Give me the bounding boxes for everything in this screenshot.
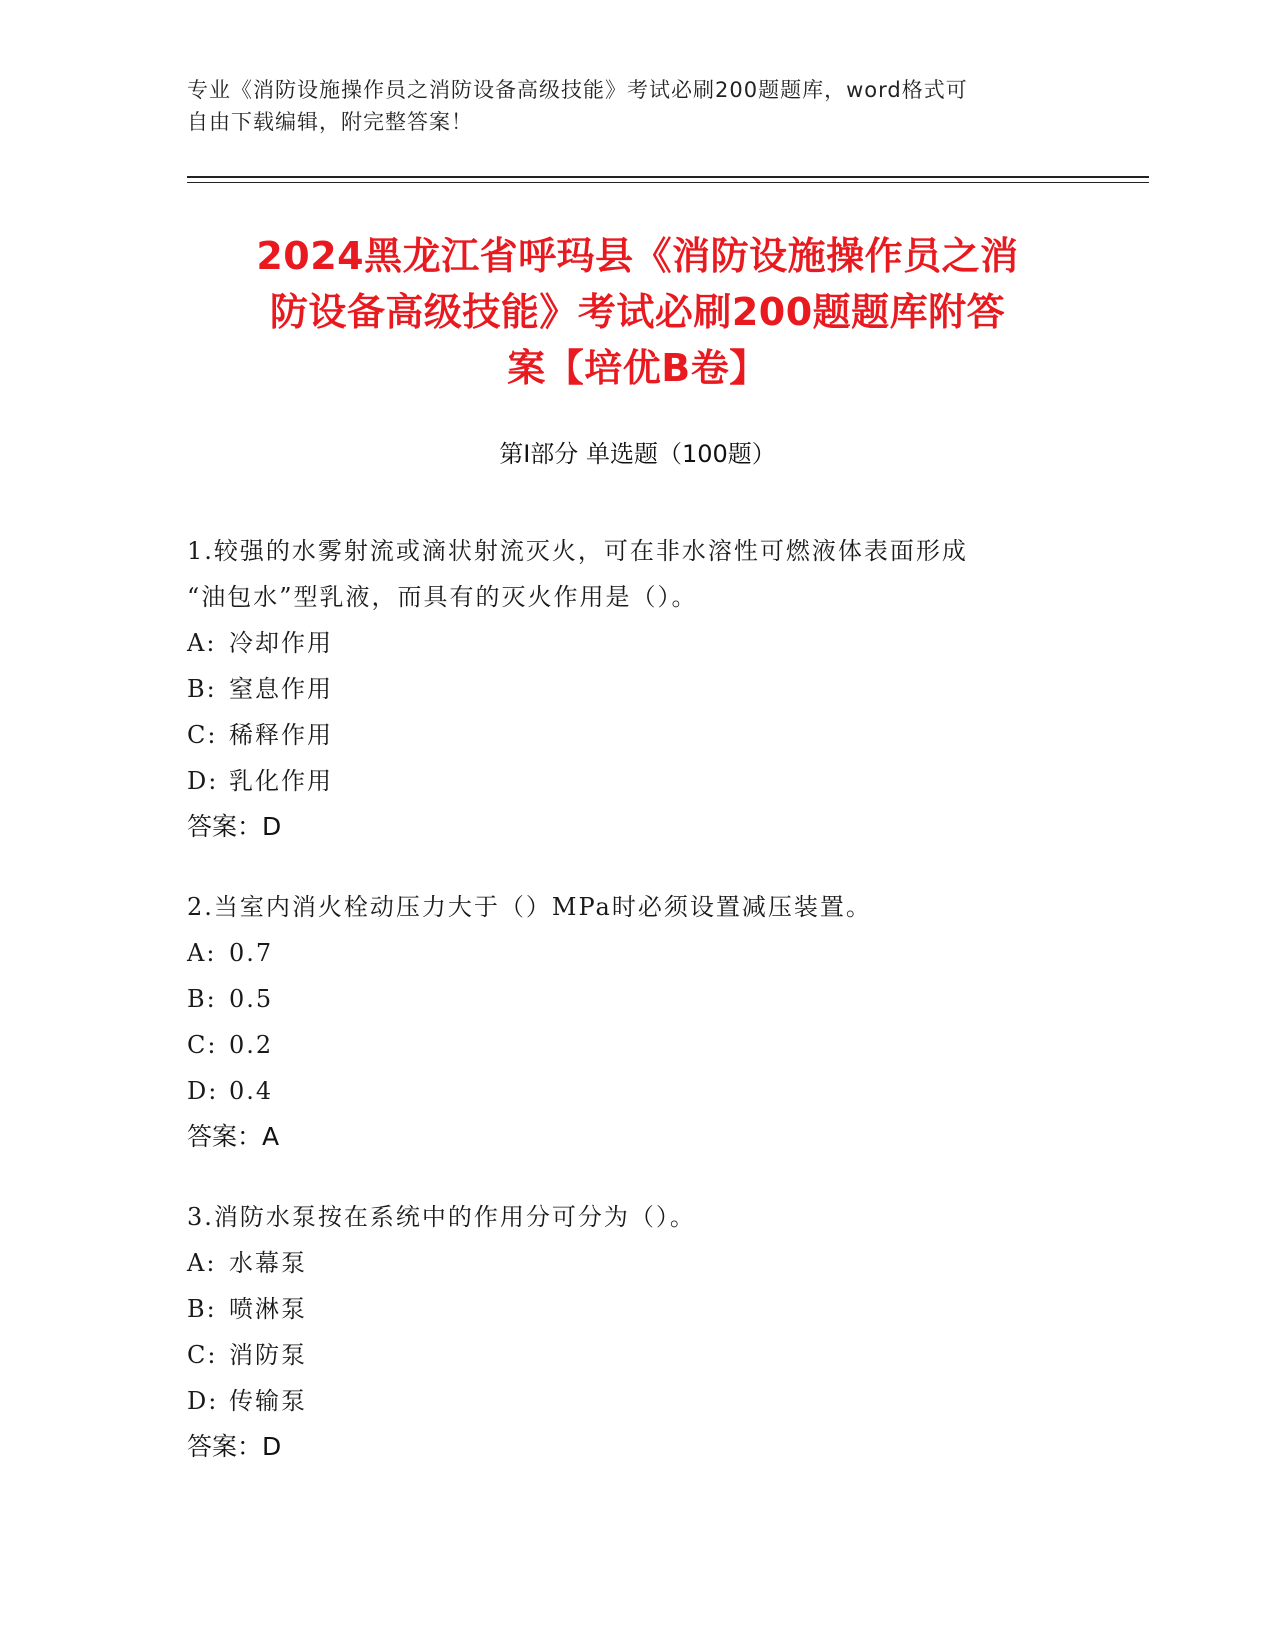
option-a bbox=[187, 620, 1087, 666]
answer: 答案：A bbox=[187, 1122, 280, 1151]
option-a bbox=[187, 930, 1087, 976]
option-letter: B: bbox=[187, 675, 217, 703]
option-text: 0.4 bbox=[229, 1077, 274, 1105]
option-letter: A: bbox=[187, 939, 217, 967]
header-divider-thin bbox=[187, 182, 1149, 183]
question-3 bbox=[187, 1194, 1087, 1470]
option-b bbox=[187, 1286, 1087, 1332]
header-note bbox=[187, 74, 1067, 138]
question-2 bbox=[187, 884, 1087, 1160]
option-d bbox=[187, 758, 1087, 804]
question-text-line: 3.消防水泵按在系统中的作用分可分为（）。 bbox=[187, 1203, 696, 1231]
document-title-line-2: 防设备高级技能》考试必刷200题题库附答 bbox=[269, 290, 1006, 334]
question-text-line: 2.当室内消火栓动压力大于（）MPa时必须设置减压装置。 bbox=[187, 893, 872, 921]
option-text: 传输泵 bbox=[229, 1387, 307, 1415]
question-list bbox=[187, 528, 1087, 1504]
option-letter: D: bbox=[187, 1077, 219, 1105]
answer: 答案：D bbox=[187, 812, 282, 841]
option-text: 0.5 bbox=[229, 985, 274, 1013]
document-title bbox=[150, 228, 1125, 396]
option-letter: B: bbox=[187, 1295, 217, 1323]
option-text: 窒息作用 bbox=[229, 675, 333, 703]
option-letter: C: bbox=[187, 1031, 218, 1059]
option-text: 0.2 bbox=[229, 1031, 274, 1059]
header-note-line-2: 自由下载编辑，附完整答案！ bbox=[187, 110, 473, 134]
option-letter: D: bbox=[187, 1387, 219, 1415]
section-title: 第Ⅰ部分 单选题（100题） bbox=[499, 440, 776, 468]
option-d bbox=[187, 1068, 1087, 1114]
option-c bbox=[187, 712, 1087, 758]
question-text-line: “油包水”型乳液，而具有的灭火作用是（）。 bbox=[187, 583, 698, 611]
option-letter: C: bbox=[187, 1341, 218, 1369]
option-text: 0.7 bbox=[229, 939, 274, 967]
option-letter: B: bbox=[187, 985, 217, 1013]
option-c bbox=[187, 1022, 1087, 1068]
option-text: 稀释作用 bbox=[229, 721, 333, 749]
answer: 答案：D bbox=[187, 1432, 282, 1461]
option-d bbox=[187, 1378, 1087, 1424]
option-b bbox=[187, 666, 1087, 712]
option-text: 冷却作用 bbox=[229, 629, 333, 657]
question-1 bbox=[187, 528, 1087, 850]
document-title-line-3: 案【培优B卷】 bbox=[507, 346, 768, 390]
header-divider-thick bbox=[187, 176, 1149, 178]
option-text: 消防泵 bbox=[229, 1341, 307, 1369]
option-letter: A: bbox=[187, 1249, 217, 1277]
option-letter: C: bbox=[187, 721, 218, 749]
header-note-line-1: 专业《消防设施操作员之消防设备高级技能》考试必刷200题题库，word格式可 bbox=[187, 78, 968, 102]
option-letter: A: bbox=[187, 629, 217, 657]
option-text: 喷淋泵 bbox=[229, 1295, 307, 1323]
option-a bbox=[187, 1240, 1087, 1286]
document-title-line-1: 2024黑龙江省呼玛县《消防设施操作员之消 bbox=[256, 234, 1019, 278]
option-b bbox=[187, 976, 1087, 1022]
option-text: 乳化作用 bbox=[229, 767, 333, 795]
option-text: 水幕泵 bbox=[229, 1249, 307, 1277]
option-c bbox=[187, 1332, 1087, 1378]
question-text-line: 1.较强的水雾射流或滴状射流灭火，可在非水溶性可燃液体表面形成 bbox=[187, 537, 968, 565]
option-letter: D: bbox=[187, 767, 219, 795]
